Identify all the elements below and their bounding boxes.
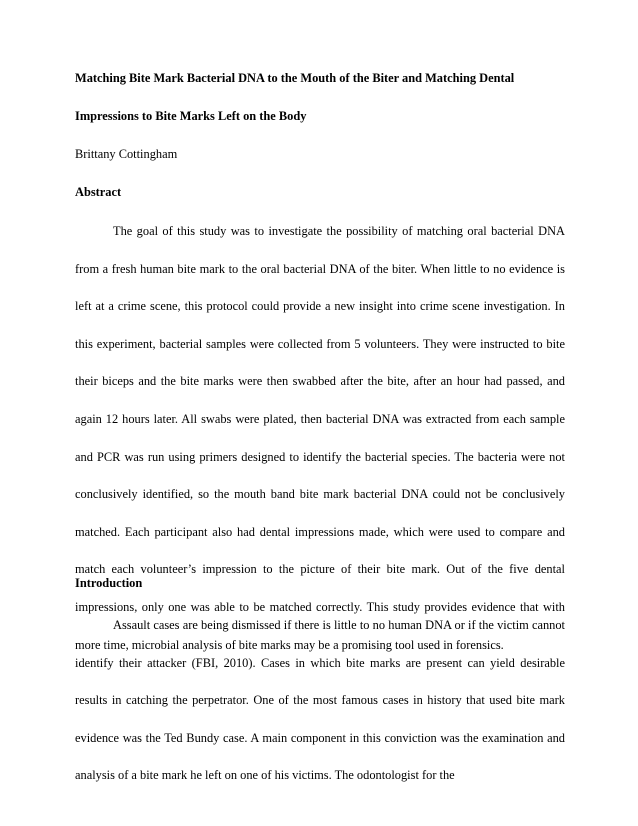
paper-title-line-2: Impressions to Bite Marks Left on the Body (75, 109, 307, 123)
paper-title-line-1: Matching Bite Mark Bacterial DNA to the Mouth of the Biter and Matching Dental (75, 71, 515, 85)
introduction-paragraph: Assault cases are being dismissed if there is little to no human DNA or if the victim cannot identify their attacker (FBI, 2010). Cases in which bite marks are present can yield desirable results in catching the perpetrator. One of the most famous cases in history that used bite mark evidence was the Ted Bundy case. A main component in this conviction was the examination and analysis of a bite mark he left on one of his victims. The odontologist for the (75, 618, 565, 783)
introduction-heading: Introduction (75, 576, 143, 590)
abstract-paragraph: The goal of this study was to investigate the possibility of matching oral bacterial DNA from a fresh human bite mark to the oral bacterial DNA of the biter. When little to no evidence is left at a crime scene, this protocol could provide a new insight into crime scene investigation. In this experiment, bacterial samples were collected from 5 volunteers. They were instructed to bite their biceps and the bite marks were then swabbed after the bite, after an hour had passed, and again 12 hours later. All swabs were plated, then bacterial DNA was extracted from each sample and PCR was run using primers designed to identify the bacterial species. The bacteria were not conclusively identified, so the mouth band bite mark bacterial DNA could not be conclusively matched. Each participant also had dental impressions made, which were used to compare and match each volunteer’s impression to the picture of their bite mark. Out of the five dental impressions, only one was able to be matched correctly. This study provides evidence that with more time, microbial analysis of bite marks may be a promising tool used in forensics. (75, 224, 565, 652)
abstract-heading: Abstract (75, 185, 122, 199)
author-name: Brittany Cottingham (75, 147, 178, 161)
